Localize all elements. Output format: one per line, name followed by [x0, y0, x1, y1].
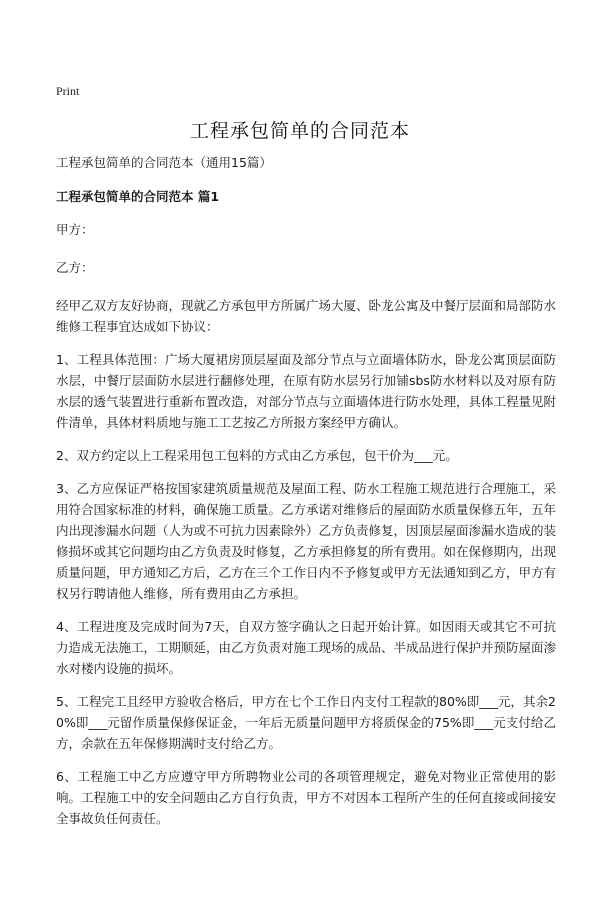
document-body	[56, 152, 556, 841]
party-a-field: 甲方：	[56, 222, 94, 237]
print-link[interactable]: Print	[56, 84, 80, 98]
page-title: 工程承包简单的合同范本	[189, 120, 410, 142]
paragraph-clause-2: 2、双方约定以上工程采用包工包料的方式由乙方承包，包干价为___元。	[56, 448, 458, 463]
document-subtitle: 工程承包简单的合同范本（通用15篇）	[56, 155, 272, 170]
paragraph-clause-5: 5、工程完工且经甲方验收合格后，甲方在七个工作日内支付工程款的80%即___元，其余20%即___元留作质量保修保证金，一年后无质量问题甲方将质保金的75%即___元支付给乙方，余款在五年保修期满时支付给乙方。	[56, 694, 556, 751]
section-heading: 工程承包简单的合同范本 篇1	[56, 189, 220, 204]
paragraph-clause-6: 6、工程施工中乙方应遵守甲方所聘物业公司的各项管理规定，避免对物业正常使用的影响。工程施工中的安全问题由乙方自行负责，甲方不对因本工程所产生的任何直接或间接安全事故负任何责任。	[56, 769, 557, 826]
paragraph-clause-1: 1、工程具体范围：广场大厦裙房顶层屋面及部分节点与立面墙体防水，卧龙公寓顶层面防水层，中餐厅层面防水层进行翻修处理，在原有防水层另行加铺sbs防水材料以及对原有防水层的透气装置进行重新布置改造，对部分节点与立面墙体进行防水处理，具体工程量见附件清单，具体材料质地与施工工艺按乙方所报方案经甲方确认。	[56, 352, 557, 430]
paragraph-intro: 经甲乙双方友好协商，现就乙方承包甲方所属广场大厦、卧龙公寓及中餐厅层面和局部防水维修工程事宜达成如下协议：	[56, 298, 557, 334]
party-b-field: 乙方：	[56, 260, 94, 275]
paragraph-clause-3: 3、乙方应保证严格按国家建筑质量规范及屋面工程、防水工程施工规范进行合理施工，采用符合国家标准的材料，确保施工质量。乙方承诺对维修后的屋面防水质量保修五年，五年内出现渗漏水问题（人为或不可抗力因素除外）乙方负责修复，因顶层屋面渗漏水造成的装修损坏或其它问题均由乙方负责及时修复，乙方承担修复的所有费用。如在保修期内，出现质量问题，甲方通知乙方后，乙方在三个工作日内不予修复或甲方无法通知到乙方，甲方有权另行聘请他人维修，所有费用由乙方承担。	[56, 481, 557, 601]
paragraph-clause-4: 4、工程进度及完成时间为7天，自双方签字确认之日起开始计算。如因雨天或其它不可抗力造成无法施工，工期顺延，由乙方负责对施工现场的成品、半成品进行保护并预防屋面渗水对楼内设施的损坏。	[56, 619, 557, 676]
